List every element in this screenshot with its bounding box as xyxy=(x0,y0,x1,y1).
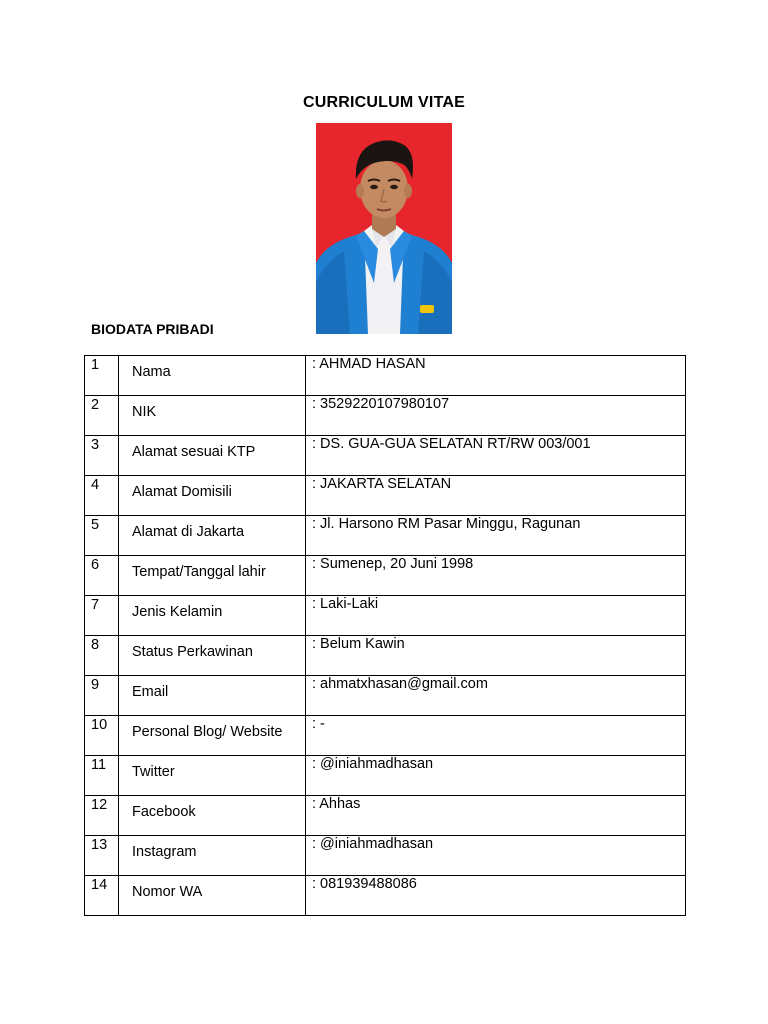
field-label: Personal Blog/ Website xyxy=(119,716,306,756)
field-label: Facebook xyxy=(119,796,306,836)
row-number: 12 xyxy=(85,796,119,836)
table-row xyxy=(85,476,686,516)
field-value: : Laki-Laki xyxy=(306,596,686,636)
row-number: 4 xyxy=(85,476,119,516)
field-label: Nomor WA xyxy=(119,876,306,916)
table-row xyxy=(85,396,686,436)
field-value: : ahmatxhasan@gmail.com xyxy=(306,676,686,716)
field-label: Jenis Kelamin xyxy=(119,596,306,636)
field-value: : - xyxy=(306,716,686,756)
field-label: NIK xyxy=(119,396,306,436)
section-heading-biodata: BIODATA PRIBADI xyxy=(91,321,214,337)
field-label: Twitter xyxy=(119,756,306,796)
field-label: Email xyxy=(119,676,306,716)
row-number: 8 xyxy=(85,636,119,676)
field-value: : AHMAD HASAN xyxy=(306,356,686,396)
table-row xyxy=(85,596,686,636)
table-row xyxy=(85,676,686,716)
field-value: : 3529220107980107 xyxy=(306,396,686,436)
row-number: 10 xyxy=(85,716,119,756)
profile-photo xyxy=(316,123,452,334)
field-label: Tempat/Tanggal lahir xyxy=(119,556,306,596)
table-row xyxy=(85,876,686,916)
field-value: : JAKARTA SELATAN xyxy=(306,476,686,516)
table-row xyxy=(85,516,686,556)
field-label: Nama xyxy=(119,356,306,396)
table-row xyxy=(85,636,686,676)
row-number: 11 xyxy=(85,756,119,796)
field-value: : Belum Kawin xyxy=(306,636,686,676)
table-row xyxy=(85,436,686,476)
field-label: Status Perkawinan xyxy=(119,636,306,676)
row-number: 9 xyxy=(85,676,119,716)
table-row xyxy=(85,756,686,796)
row-number: 2 xyxy=(85,396,119,436)
field-value: : Ahhas xyxy=(306,796,686,836)
table-row xyxy=(85,796,686,836)
row-number: 7 xyxy=(85,596,119,636)
field-value: : 081939488086 xyxy=(306,876,686,916)
field-value: : @iniahmadhasan xyxy=(306,836,686,876)
row-number: 5 xyxy=(85,516,119,556)
field-label: Alamat di Jakarta xyxy=(119,516,306,556)
field-value: : @iniahmadhasan xyxy=(306,756,686,796)
field-value: : Sumenep, 20 Juni 1998 xyxy=(306,556,686,596)
table-row xyxy=(85,836,686,876)
row-number: 13 xyxy=(85,836,119,876)
biodata-table xyxy=(84,355,686,916)
table-row xyxy=(85,356,686,396)
field-label: Alamat sesuai KTP xyxy=(119,436,306,476)
field-value: : DS. GUA-GUA SELATAN RT/RW 003/001 xyxy=(306,436,686,476)
row-number: 1 xyxy=(85,356,119,396)
row-number: 6 xyxy=(85,556,119,596)
field-label: Alamat Domisili xyxy=(119,476,306,516)
field-value: : Jl. Harsono RM Pasar Minggu, Ragunan xyxy=(306,516,686,556)
document-title: CURRICULUM VITAE xyxy=(302,94,465,111)
field-label: Instagram xyxy=(119,836,306,876)
table-row xyxy=(85,556,686,596)
row-number: 14 xyxy=(85,876,119,916)
row-number: 3 xyxy=(85,436,119,476)
table-row xyxy=(85,716,686,756)
person-portrait-icon xyxy=(316,123,452,334)
